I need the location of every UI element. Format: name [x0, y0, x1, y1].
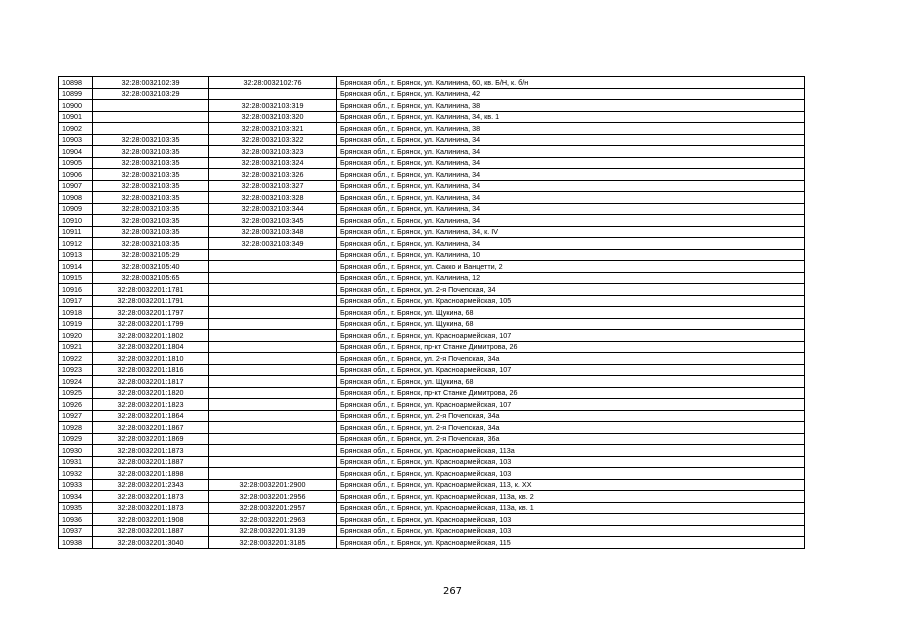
cadastral-number-cell: 32:28:0032105:29	[93, 249, 209, 261]
related-cadastral-number-cell: 32:28:0032103:344	[209, 203, 337, 215]
table-row	[59, 502, 805, 514]
related-cadastral-number-cell	[209, 364, 337, 376]
cadastral-number-cell: 32:28:0032201:1781	[93, 284, 209, 296]
address-cell: Брянская обл., г. Брянск, ул. Красноармейская, 115	[337, 537, 805, 549]
related-cadastral-number-cell	[209, 456, 337, 468]
table-row	[59, 307, 805, 319]
row-number-cell: 10918	[59, 307, 93, 319]
cadastral-number-cell: 32:28:0032103:35	[93, 215, 209, 227]
cadastral-number-cell: 32:28:0032201:1820	[93, 387, 209, 399]
related-cadastral-number-cell: 32:28:0032103:320	[209, 111, 337, 123]
table-row	[59, 180, 805, 192]
related-cadastral-number-cell	[209, 341, 337, 353]
table-row	[59, 456, 805, 468]
row-number-cell: 10926	[59, 399, 93, 411]
address-cell: Брянская обл., г. Брянск, ул. Красноармейская, 103	[337, 468, 805, 480]
cadastral-table	[58, 76, 805, 549]
related-cadastral-number-cell: 32:28:0032103:321	[209, 123, 337, 135]
row-number-cell: 10905	[59, 157, 93, 169]
related-cadastral-number-cell: 32:28:0032103:326	[209, 169, 337, 181]
row-number-cell: 10932	[59, 468, 93, 480]
related-cadastral-number-cell: 32:28:0032103:324	[209, 157, 337, 169]
table-row	[59, 341, 805, 353]
address-cell: Брянская обл., г. Брянск, пр-кт Станке Димитрова, 26	[337, 387, 805, 399]
address-cell: Брянская обл., г. Брянск, ул. Калинина, 34	[337, 169, 805, 181]
row-number-cell: 10915	[59, 272, 93, 284]
table-row	[59, 479, 805, 491]
table-row	[59, 445, 805, 457]
row-number-cell: 10924	[59, 376, 93, 388]
row-number-cell: 10919	[59, 318, 93, 330]
related-cadastral-number-cell	[209, 307, 337, 319]
table-row	[59, 353, 805, 365]
related-cadastral-number-cell	[209, 433, 337, 445]
cadastral-number-cell: 32:28:0032201:1817	[93, 376, 209, 388]
row-number-cell: 10916	[59, 284, 93, 296]
cadastral-number-cell: 32:28:0032201:2343	[93, 479, 209, 491]
address-cell: Брянская обл., г. Брянск, ул. Калинина, 34	[337, 192, 805, 204]
table-row	[59, 330, 805, 342]
related-cadastral-number-cell	[209, 410, 337, 422]
row-number-cell: 10933	[59, 479, 93, 491]
cadastral-number-cell: 32:28:0032102:39	[93, 77, 209, 89]
address-cell: Брянская обл., г. Брянск, ул. Красноармейская, 113а, кв. 2	[337, 491, 805, 503]
address-cell: Брянская обл., г. Брянск, ул. Калинина, 34	[337, 157, 805, 169]
table-row	[59, 157, 805, 169]
related-cadastral-number-cell: 32:28:0032103:319	[209, 100, 337, 112]
related-cadastral-number-cell: 32:28:0032103:348	[209, 226, 337, 238]
related-cadastral-number-cell: 32:28:0032201:3185	[209, 537, 337, 549]
row-number-cell: 10910	[59, 215, 93, 227]
row-number-cell: 10936	[59, 514, 93, 526]
table-row	[59, 238, 805, 250]
row-number-cell: 10920	[59, 330, 93, 342]
cadastral-number-cell: 32:28:0032201:1804	[93, 341, 209, 353]
row-number-cell: 10909	[59, 203, 93, 215]
related-cadastral-number-cell: 32:28:0032103:328	[209, 192, 337, 204]
address-cell: Брянская обл., г. Брянск, ул. Калинина, 34	[337, 134, 805, 146]
cadastral-number-cell: 32:28:0032201:1908	[93, 514, 209, 526]
related-cadastral-number-cell	[209, 295, 337, 307]
table-row	[59, 318, 805, 330]
address-cell: Брянская обл., г. Брянск, ул. Красноармейская, 113, к. XX	[337, 479, 805, 491]
cadastral-number-cell: 32:28:0032103:35	[93, 238, 209, 250]
address-cell: Брянская обл., г. Брянск, ул. Калинина, 60, кв. Б/Н, к. б/н	[337, 77, 805, 89]
address-cell: Брянская обл., г. Брянск, ул. Калинина, 12	[337, 272, 805, 284]
cadastral-number-cell: 32:28:0032103:35	[93, 169, 209, 181]
row-number-cell: 10900	[59, 100, 93, 112]
cadastral-number-cell: 32:28:0032103:35	[93, 180, 209, 192]
related-cadastral-number-cell	[209, 318, 337, 330]
table-row	[59, 215, 805, 227]
address-cell: Брянская обл., г. Брянск, ул. 2-я Почепская, 34а	[337, 353, 805, 365]
row-number-cell: 10921	[59, 341, 93, 353]
address-cell: Брянская обл., г. Брянск, ул. Сакко и Ванцетти, 2	[337, 261, 805, 273]
table-row	[59, 525, 805, 537]
cadastral-number-cell: 32:28:0032201:3040	[93, 537, 209, 549]
cadastral-number-cell: 32:28:0032103:35	[93, 146, 209, 158]
cadastral-number-cell: 32:28:0032201:1816	[93, 364, 209, 376]
related-cadastral-number-cell: 32:28:0032103:349	[209, 238, 337, 250]
cadastral-number-cell: 32:28:0032103:35	[93, 226, 209, 238]
table-row	[59, 399, 805, 411]
related-cadastral-number-cell	[209, 422, 337, 434]
table-row	[59, 514, 805, 526]
cadastral-number-cell: 32:28:0032201:1864	[93, 410, 209, 422]
address-cell: Брянская обл., г. Брянск, ул. Калинина, 38	[337, 100, 805, 112]
table-row	[59, 100, 805, 112]
related-cadastral-number-cell	[209, 249, 337, 261]
address-cell: Брянская обл., г. Брянск, ул. Калинина, 34	[337, 203, 805, 215]
related-cadastral-number-cell: 32:28:0032201:2957	[209, 502, 337, 514]
table-row	[59, 468, 805, 480]
cadastral-number-cell: 32:28:0032201:1810	[93, 353, 209, 365]
address-cell: Брянская обл., г. Брянск, ул. Красноармейская, 107	[337, 399, 805, 411]
table-row	[59, 422, 805, 434]
table-row	[59, 134, 805, 146]
address-cell: Брянская обл., г. Брянск, ул. Красноармейская, 113а, кв. 1	[337, 502, 805, 514]
table-row	[59, 88, 805, 100]
address-cell: Брянская обл., г. Брянск, ул. Красноармейская, 107	[337, 330, 805, 342]
address-cell: Брянская обл., г. Брянск, ул. Калинина, 34	[337, 146, 805, 158]
cadastral-number-cell: 32:28:0032201:1797	[93, 307, 209, 319]
related-cadastral-number-cell	[209, 399, 337, 411]
cadastral-number-cell	[93, 100, 209, 112]
address-cell: Брянская обл., г. Брянск, ул. Красноармейская, 107	[337, 364, 805, 376]
cadastral-number-cell: 32:28:0032201:1898	[93, 468, 209, 480]
cadastral-number-cell: 32:28:0032103:35	[93, 203, 209, 215]
table-row	[59, 272, 805, 284]
address-cell: Брянская обл., г. Брянск, ул. Калинина, 34	[337, 238, 805, 250]
table-body	[59, 77, 805, 549]
address-cell: Брянская обл., г. Брянск, ул. 2-я Почепская, 34а	[337, 422, 805, 434]
row-number-cell: 10937	[59, 525, 93, 537]
related-cadastral-number-cell	[209, 387, 337, 399]
row-number-cell: 10934	[59, 491, 93, 503]
row-number-cell: 10904	[59, 146, 93, 158]
address-cell: Брянская обл., г. Брянск, ул. Калинина, 34, к. IV	[337, 226, 805, 238]
table-row	[59, 376, 805, 388]
address-cell: Брянская обл., г. Брянск, ул. Калинина, 34	[337, 180, 805, 192]
related-cadastral-number-cell: 32:28:0032201:3139	[209, 525, 337, 537]
cadastral-number-cell: 32:28:0032201:1873	[93, 491, 209, 503]
row-number-cell: 10922	[59, 353, 93, 365]
cadastral-number-cell: 32:28:0032105:65	[93, 272, 209, 284]
related-cadastral-number-cell	[209, 330, 337, 342]
row-number-cell: 10907	[59, 180, 93, 192]
address-cell: Брянская обл., г. Брянск, ул. Красноармейская, 103	[337, 525, 805, 537]
row-number-cell: 10938	[59, 537, 93, 549]
page-number: 267	[442, 586, 463, 597]
address-cell: Брянская обл., г. Брянск, ул. 2-я Почепская, 36а	[337, 433, 805, 445]
table-row	[59, 295, 805, 307]
related-cadastral-number-cell: 32:28:0032103:345	[209, 215, 337, 227]
row-number-cell: 10935	[59, 502, 93, 514]
row-number-cell: 10929	[59, 433, 93, 445]
address-cell: Брянская обл., г. Брянск, ул. 2-я Почепская, 34	[337, 284, 805, 296]
row-number-cell: 10908	[59, 192, 93, 204]
address-cell: Брянская обл., г. Брянск, пр-кт Станке Димитрова, 26	[337, 341, 805, 353]
cadastral-number-cell: 32:28:0032103:29	[93, 88, 209, 100]
table-row	[59, 491, 805, 503]
cadastral-number-cell	[93, 123, 209, 135]
cadastral-number-cell: 32:28:0032103:35	[93, 134, 209, 146]
row-number-cell: 10914	[59, 261, 93, 273]
address-cell: Брянская обл., г. Брянск, ул. Калинина, 34	[337, 215, 805, 227]
related-cadastral-number-cell: 32:28:0032103:323	[209, 146, 337, 158]
address-cell: Брянская обл., г. Брянск, ул. Щукина, 68	[337, 376, 805, 388]
related-cadastral-number-cell: 32:28:0032201:2963	[209, 514, 337, 526]
row-number-cell: 10901	[59, 111, 93, 123]
row-number-cell: 10912	[59, 238, 93, 250]
address-cell: Брянская обл., г. Брянск, ул. Щукина, 68	[337, 307, 805, 319]
row-number-cell: 10898	[59, 77, 93, 89]
cadastral-number-cell: 32:28:0032201:1791	[93, 295, 209, 307]
cadastral-number-cell: 32:28:0032201:1799	[93, 318, 209, 330]
related-cadastral-number-cell	[209, 272, 337, 284]
address-cell: Брянская обл., г. Брянск, ул. Красноармейская, 105	[337, 295, 805, 307]
cadastral-number-cell: 32:28:0032201:1873	[93, 445, 209, 457]
cadastral-number-cell: 32:28:0032105:40	[93, 261, 209, 273]
address-cell: Брянская обл., г. Брянск, ул. 2-я Почепская, 34а	[337, 410, 805, 422]
related-cadastral-number-cell: 32:28:0032102:76	[209, 77, 337, 89]
cadastral-number-cell: 32:28:0032201:1802	[93, 330, 209, 342]
table-row	[59, 433, 805, 445]
cadastral-number-cell: 32:28:0032201:1823	[93, 399, 209, 411]
address-cell: Брянская обл., г. Брянск, ул. Калинина, 42	[337, 88, 805, 100]
row-number-cell: 10917	[59, 295, 93, 307]
row-number-cell: 10928	[59, 422, 93, 434]
row-number-cell: 10925	[59, 387, 93, 399]
address-cell: Брянская обл., г. Брянск, ул. Калинина, 34, кв. 1	[337, 111, 805, 123]
row-number-cell: 10899	[59, 88, 93, 100]
cadastral-number-cell: 32:28:0032201:1867	[93, 422, 209, 434]
address-cell: Брянская обл., г. Брянск, ул. Красноармейская, 103	[337, 456, 805, 468]
address-cell: Брянская обл., г. Брянск, ул. Красноармейская, 113а	[337, 445, 805, 457]
table-row	[59, 226, 805, 238]
cadastral-number-cell: 32:28:0032103:35	[93, 157, 209, 169]
cadastral-number-cell: 32:28:0032201:1887	[93, 525, 209, 537]
table-row	[59, 537, 805, 549]
row-number-cell: 10927	[59, 410, 93, 422]
row-number-cell: 10911	[59, 226, 93, 238]
table-row	[59, 123, 805, 135]
table-row	[59, 111, 805, 123]
table-row	[59, 169, 805, 181]
table-row	[59, 77, 805, 89]
table-row	[59, 284, 805, 296]
cadastral-number-cell: 32:28:0032103:35	[93, 192, 209, 204]
related-cadastral-number-cell	[209, 353, 337, 365]
cadastral-number-cell: 32:28:0032201:1887	[93, 456, 209, 468]
row-number-cell: 10906	[59, 169, 93, 181]
row-number-cell: 10903	[59, 134, 93, 146]
related-cadastral-number-cell	[209, 261, 337, 273]
row-number-cell: 10923	[59, 364, 93, 376]
related-cadastral-number-cell	[209, 376, 337, 388]
table-row	[59, 249, 805, 261]
cadastral-number-cell	[93, 111, 209, 123]
related-cadastral-number-cell	[209, 468, 337, 480]
address-cell: Брянская обл., г. Брянск, ул. Красноармейская, 103	[337, 514, 805, 526]
table-row	[59, 146, 805, 158]
table-row	[59, 261, 805, 273]
row-number-cell: 10930	[59, 445, 93, 457]
cadastral-number-cell: 32:28:0032201:1873	[93, 502, 209, 514]
related-cadastral-number-cell: 32:28:0032103:322	[209, 134, 337, 146]
related-cadastral-number-cell: 32:28:0032201:2956	[209, 491, 337, 503]
related-cadastral-number-cell: 32:28:0032103:327	[209, 180, 337, 192]
table-row	[59, 192, 805, 204]
row-number-cell: 10931	[59, 456, 93, 468]
address-cell: Брянская обл., г. Брянск, ул. Щукина, 68	[337, 318, 805, 330]
table-row	[59, 410, 805, 422]
related-cadastral-number-cell: 32:28:0032201:2900	[209, 479, 337, 491]
table-row	[59, 203, 805, 215]
address-cell: Брянская обл., г. Брянск, ул. Калинина, 38	[337, 123, 805, 135]
row-number-cell: 10902	[59, 123, 93, 135]
related-cadastral-number-cell	[209, 445, 337, 457]
address-cell: Брянская обл., г. Брянск, ул. Калинина, 10	[337, 249, 805, 261]
cadastral-number-cell: 32:28:0032201:1869	[93, 433, 209, 445]
row-number-cell: 10913	[59, 249, 93, 261]
related-cadastral-number-cell	[209, 88, 337, 100]
related-cadastral-number-cell	[209, 284, 337, 296]
table-row	[59, 364, 805, 376]
table-row	[59, 387, 805, 399]
